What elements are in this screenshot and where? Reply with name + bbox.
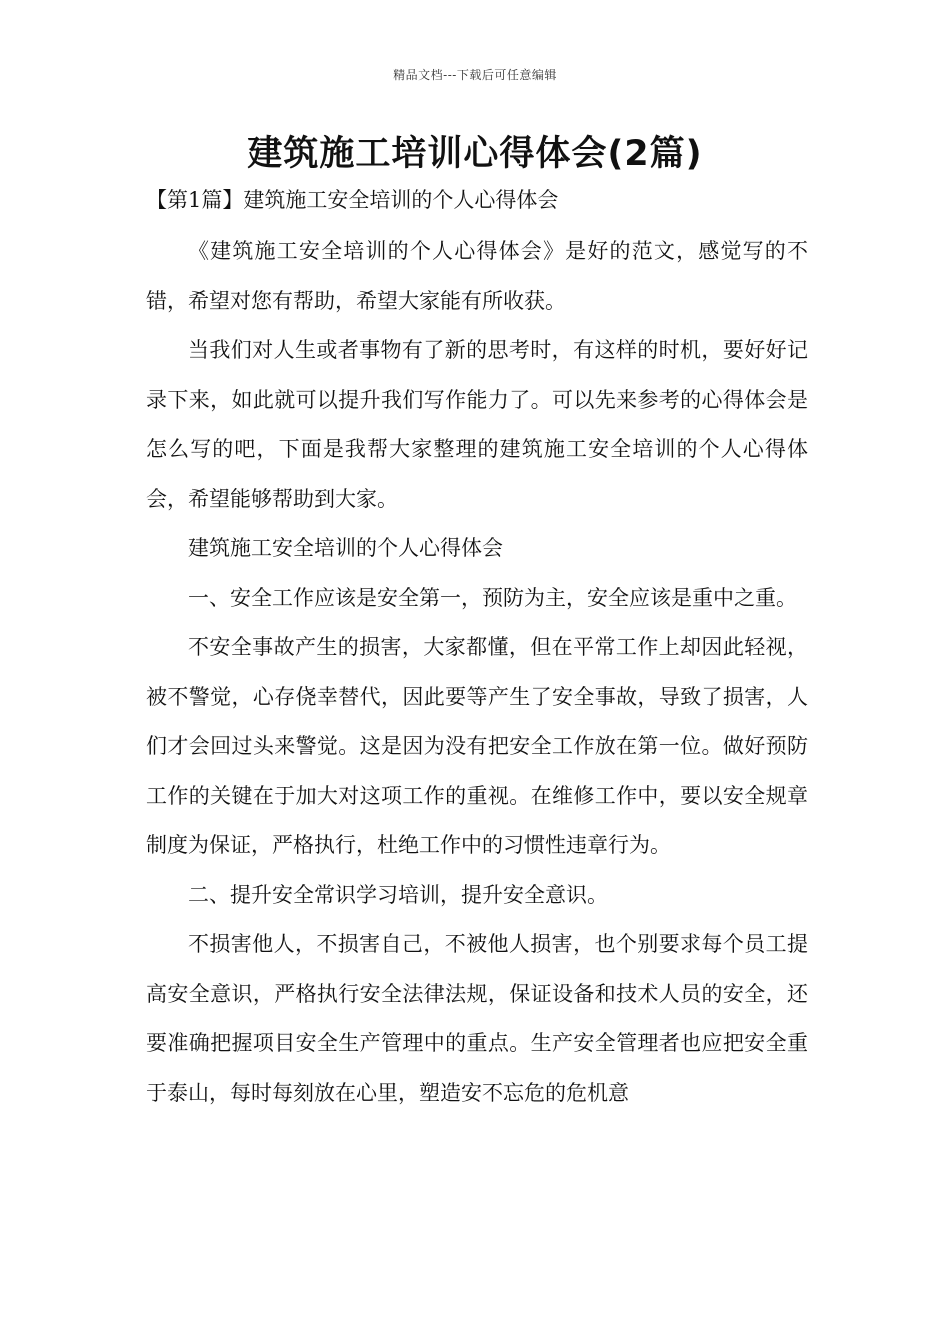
paragraph-intro: 《建筑施工安全培训的个人心得体会》是好的范文，感觉写的不错，希望对您有帮助，希望大家能有所收获。 xyxy=(146,239,808,313)
section-heading: 【第1篇】建筑施工安全培训的个人心得体会 xyxy=(146,188,559,212)
paragraph-point-one-detail: 不安全事故产生的损害，大家都懂，但在平常工作上却因此轻视，被不警觉，心存侥幸替代，因此要等产生了安全事故，导致了损害，人们才会回过头来警觉。这是因为没有把安全工作放在第一位。做好预防工作的关键在于加大对这项工作的重视。在维修工作中，要以安全规章制度为保证，严格执行，杜绝工作中的习惯性违章行为。 xyxy=(146,635,808,857)
document-body xyxy=(146,227,808,1118)
document-title: 建筑施工培训心得体会(2篇) xyxy=(247,134,703,174)
paragraph-subtitle: 建筑施工安全培训的个人心得体会 xyxy=(188,536,503,560)
header-note: 精品文档---下载后可任意编辑 xyxy=(393,68,557,82)
paragraph-point-two-detail: 不损害他人，不损害自己，不被他人损害，也个别要求每个员工提高安全意识，严格执行安全法律法规，保证设备和技术人员的安全，还要准确把握项目安全生产管理中的重点。生产安全管理者也应把安全重于泰山，每时每刻放在心里，塑造安不忘危的危机意 xyxy=(146,932,808,1105)
paragraph-point-two: 二、提升安全常识学习培训，提升安全意识。 xyxy=(188,882,608,907)
paragraph-context: 当我们对人生或者事物有了新的思考时，有这样的时机，要好好记录下来，如此就可以提升我们写作能力了。可以先来参考的心得体会是怎么写的吧，下面是我帮大家整理的建筑施工安全培训的个人心得体会，希望能够帮助到大家。 xyxy=(146,338,808,511)
paragraph-point-one: 一、安全工作应该是安全第一，预防为主，安全应该是重中之重。 xyxy=(188,585,797,610)
